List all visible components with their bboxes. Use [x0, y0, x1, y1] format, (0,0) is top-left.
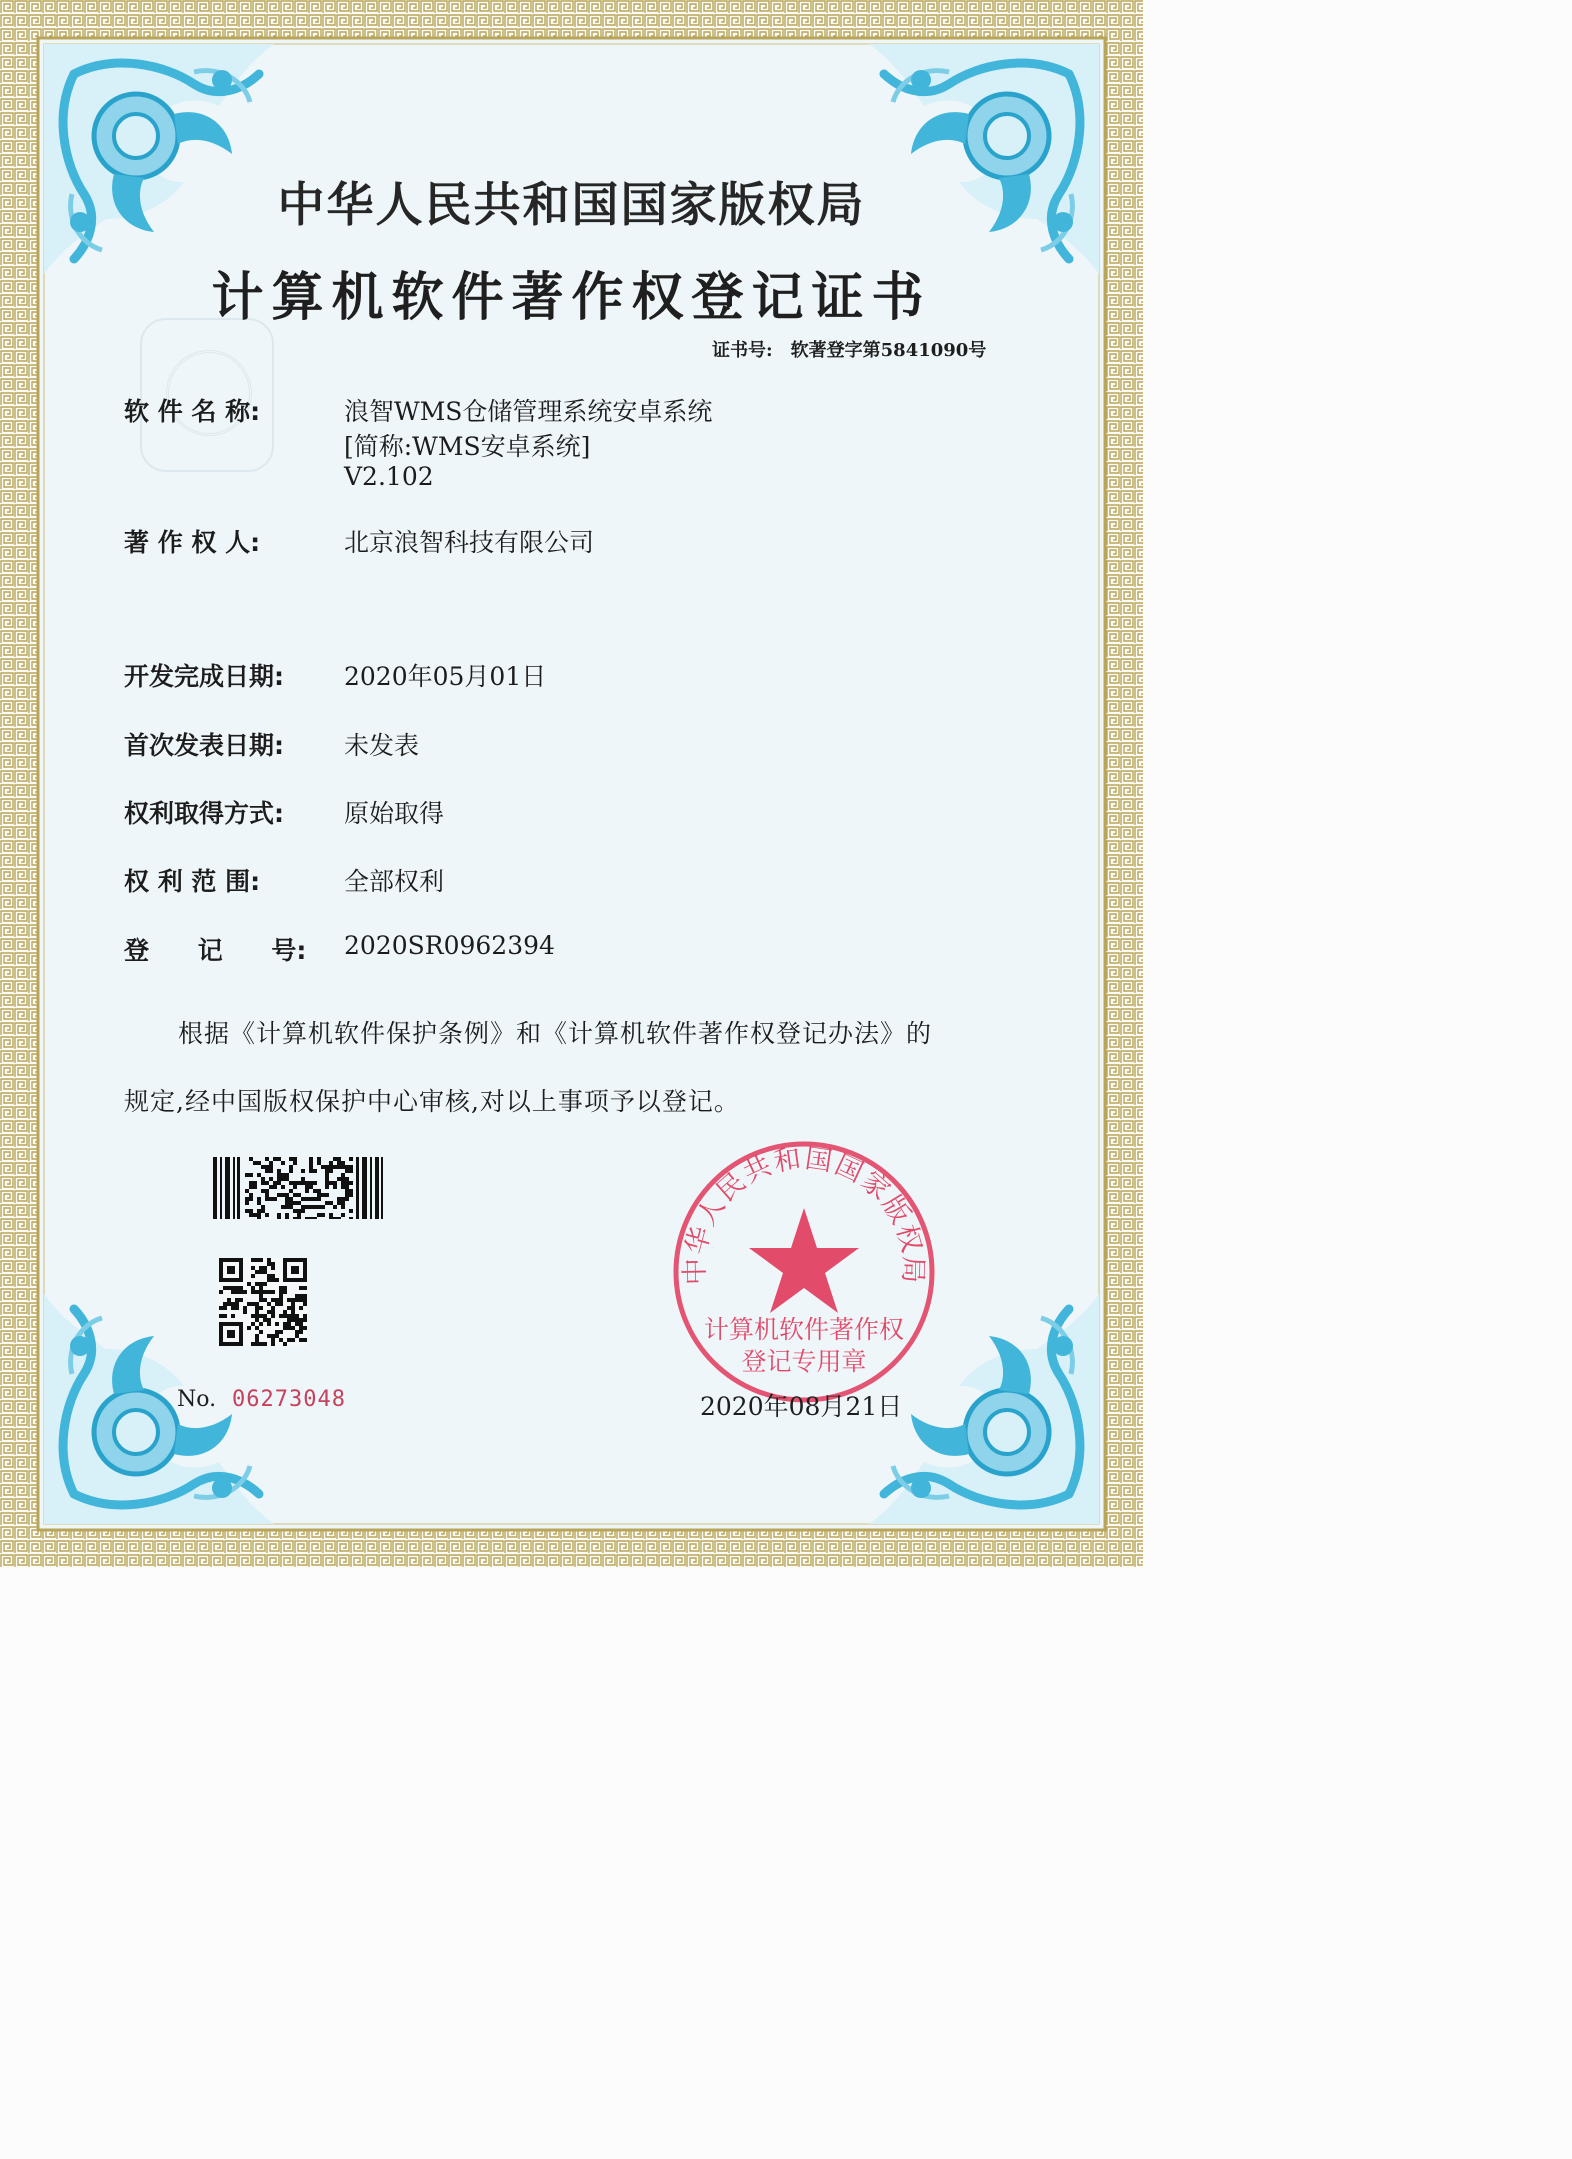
acquisition-method-label: 权利取得方式:: [124, 799, 284, 828]
rights-scope-value: 全部权利: [344, 867, 445, 896]
copyright-owner-value: 北京浪智科技有限公司: [344, 528, 595, 557]
rights-scope-label: 权 利 范 围:: [124, 867, 261, 896]
seal-line-2: 登记专用章: [741, 1347, 867, 1376]
certificate-number: [712, 336, 986, 362]
completion-date-label: 开发完成日期:: [124, 662, 284, 691]
certificate-number-label: 证书号:: [712, 340, 773, 361]
barcode: [213, 1157, 383, 1219]
first-publish-date-label: 首次发表日期:: [124, 731, 284, 760]
statement-line-2: 规定,经中国版权保护中心审核,对以上事项予以登记。: [124, 1087, 740, 1116]
issue-date: 2020年08月21日: [700, 1392, 903, 1421]
software-name-value: 浪智WMS仓储管理系统安卓系统: [344, 397, 713, 426]
completion-date-value: 2020年05月01日: [344, 662, 547, 691]
software-version: V2.102: [344, 462, 434, 491]
serial-number-value: 06273048: [232, 1387, 346, 1412]
seal-arc-text: 中华人民共和国国家版权局: [679, 1143, 929, 1286]
serial-number-label: No.: [177, 1387, 217, 1412]
registration-number-value: 2020SR0962394: [344, 931, 555, 960]
copyright-owner-label: 著 作 权 人:: [124, 528, 261, 557]
statement-line-1: 根据《计算机软件保护条例》和《计算机软件著作权登记办法》的: [178, 1019, 933, 1048]
certificate-title: 计算机软件著作权登记证书: [211, 267, 932, 328]
seal-star-icon: [749, 1208, 859, 1313]
acquisition-method-value: 原始取得: [344, 799, 445, 828]
registration-number-label: 登 记 号:: [124, 936, 307, 965]
software-short-name: [简称:WMS安卓系统]: [344, 432, 591, 461]
software-name-label: 软 件 名 称:: [124, 397, 261, 426]
qr-code: [219, 1258, 307, 1346]
certificate-number-value: 软著登字第5841090号: [790, 340, 987, 361]
seal-line-1: 计算机软件著作权: [703, 1315, 905, 1344]
official-seal: [668, 1136, 940, 1408]
first-publish-date-value: 未发表: [344, 731, 420, 760]
issuer-title: 中华人民共和国国家版权局: [277, 178, 866, 233]
